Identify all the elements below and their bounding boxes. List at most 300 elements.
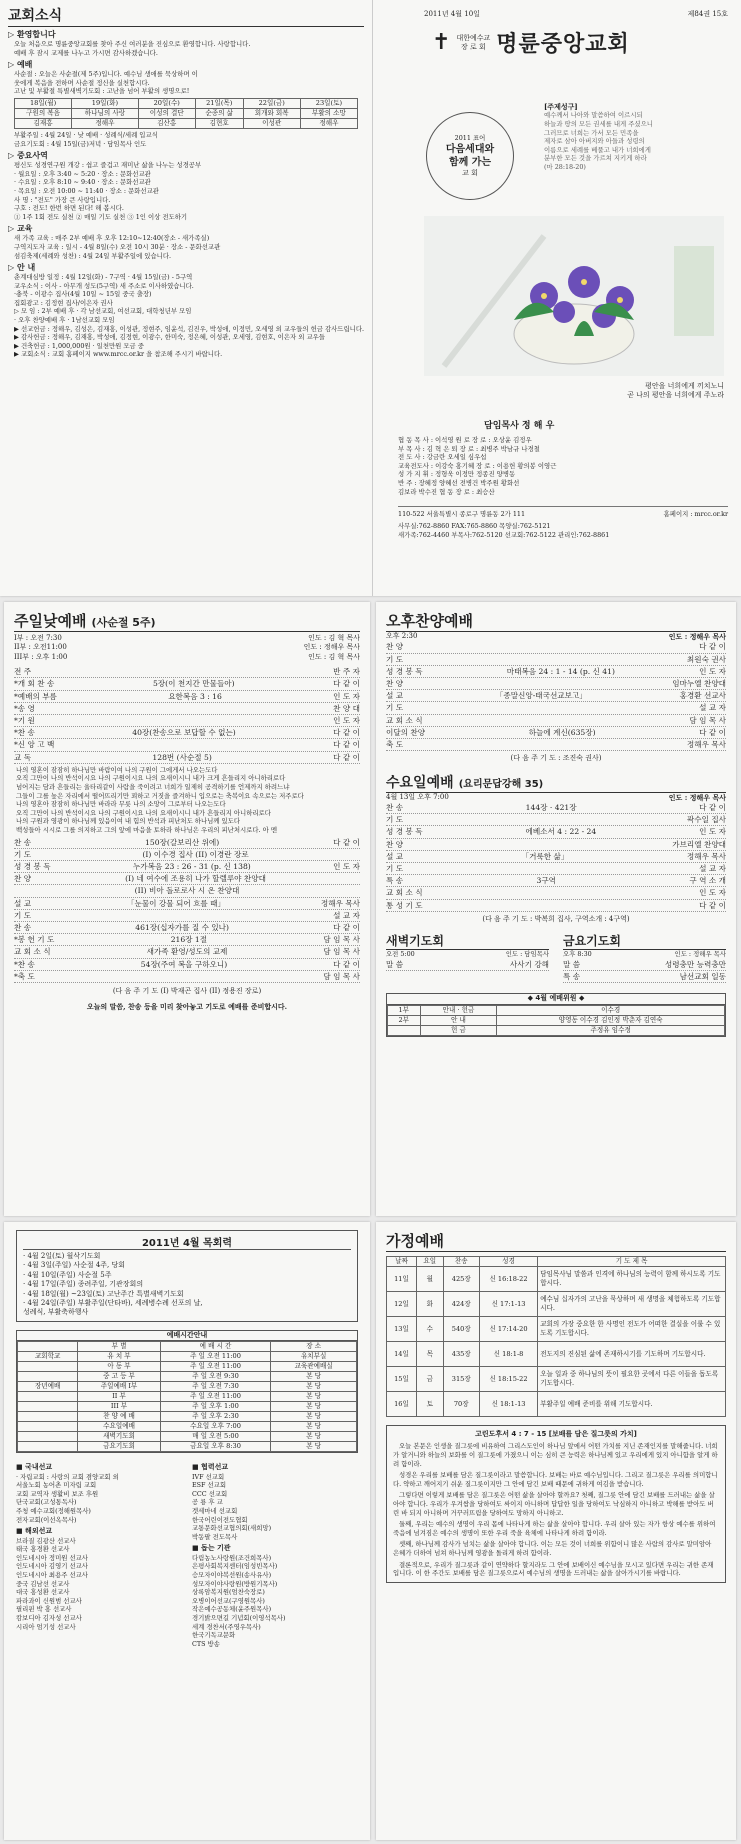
afternoon-row-col-1: 마태복음 24 : 1 - 14 (p. 신 41) [506, 666, 615, 676]
devotion-heading: ▷ 중요사역 [8, 151, 48, 161]
service-time-row [14, 653, 360, 662]
family-cell: 신 17:14-20 [479, 1317, 537, 1342]
foreign-mission-item: 태국 홍경환 선교사 [16, 1545, 70, 1554]
order-row-col-1: (I) 이수경 집사 (II) 이경란 장로 [142, 849, 249, 859]
sunday-worship-panel [4, 602, 370, 1216]
calendar-item: 성례식, 부활축하행사 [23, 1308, 89, 1317]
order-row [14, 861, 360, 873]
order-row-col-2: 인 도 자 [333, 716, 360, 726]
schedule-cell: II 부 [78, 1392, 160, 1402]
responsive-line: 그들이 그를 높은 자리에서 떨어뜨리기만 꾀하고 거짓을 즐겨하니 입으로는 축복이요 속으로는 저주로다 [16, 791, 304, 800]
domestic-mission-item: 교회 교역자 생활비 보조 후원 [16, 1489, 99, 1498]
order-row-col-1 [31, 910, 333, 921]
order-row-col-1: 새가족 환영/성도의 교제 [146, 947, 228, 957]
afternoon-row [386, 739, 726, 751]
schedule-cell [18, 1362, 78, 1372]
family-header: 날짜 [387, 1257, 417, 1267]
schedule-cell: 수요일예배 [78, 1422, 160, 1432]
afternoon-row-col-2: 담 임 목 사 [689, 715, 726, 725]
wednesday-row [386, 839, 726, 851]
support-org-item: 세계 경찬서(주영우목사) [192, 1622, 261, 1631]
schedule-cell: 금요기도회 [78, 1442, 160, 1452]
schedule-cell: 아 동 부 [78, 1362, 160, 1372]
family-cell: 12일 [387, 1292, 417, 1317]
calendar-item: · 4월 10일(주일) 사순절 5주 [23, 1270, 112, 1279]
family-header-row [387, 1257, 726, 1267]
responsive-line: 넘어지는 담과 흔들리는 울타리같이 사람을 죽이려고 너희가 일제히 공격하기를 언제까지 하려느냐 [16, 783, 290, 792]
foreign-mission-item: 인도네시아 최용주 선교사 [16, 1571, 88, 1579]
wednesday-title: 수요일예배 [386, 774, 454, 791]
order-row-col-0: *봉 헌 기 도 [14, 935, 55, 945]
afternoon-row-col-1 [403, 641, 699, 652]
wednesday-row-col-2: 다 같 이 [699, 900, 726, 910]
order-row [14, 715, 360, 727]
duty-cell: 2부 [388, 1015, 421, 1025]
order-row-col-0: *축 도 [14, 971, 35, 981]
family-cell: 424장 [443, 1292, 479, 1317]
family-row [387, 1317, 726, 1342]
events-text [8, 131, 364, 148]
verse-line: 제자로 삼아 아버지와 아들과 성령의 [544, 137, 645, 146]
family-cell: 신 18:1-8 [479, 1342, 537, 1367]
schedule-row [18, 1412, 357, 1422]
order-row-col-1: 요한복음 3 : 16 [168, 691, 222, 701]
dawn-prayer-title: 새벽기도회 [386, 932, 549, 950]
service-duty-box [386, 993, 726, 1036]
order-row-col-2: 다 같 이 [333, 728, 360, 738]
schedule-cell: III 부 [78, 1402, 160, 1412]
order-row [14, 946, 360, 958]
foreign-mission-item: 중국 김남선 선교사 [16, 1579, 70, 1588]
support-org-item: 한국기독교문화 [192, 1631, 236, 1640]
church-address-line: 110-522 서울특별시 종로구 명륜동 2가 111 홈페이지 : mrcc.or.kr [398, 506, 728, 519]
calendar-item: · 4월 2일(토) 월삭기도회 [23, 1252, 101, 1260]
family-cell: 11일 [387, 1267, 417, 1292]
friday-value: 성령충만 능력충만 [664, 959, 726, 969]
responsive-line: 나의 구원과 영광이 하나님께 있음이여 내 힘의 반석과 피난처도 하나님께 있도다 [16, 817, 241, 826]
schedule-cell: 주 일 오전 9:30 [160, 1372, 271, 1382]
schedule-cell: 주 일 오전 7:30 [160, 1382, 271, 1392]
schedule-cell [18, 1402, 78, 1412]
service-schedule [16, 1330, 358, 1453]
wednesday-row-col-0: 통 성 기 도 [386, 900, 423, 910]
schedule-cell: 장년예배 [18, 1382, 78, 1392]
order-row-col-0: *개 회 찬 송 [14, 679, 55, 689]
order-row-col-0: 교 회 소 식 [14, 947, 51, 957]
schedule-row [18, 1422, 357, 1432]
support-org-item: 승모자이야복선원(송사유사) [192, 1571, 272, 1579]
day-cell: 정해우 [300, 118, 357, 128]
order-row [14, 666, 360, 678]
family-cell: 13일 [387, 1317, 417, 1342]
education-line: 구역지도자 교육 : 일시 - 4월 8일(수) 오전 10시 30분 · 장소 - 문화선교관 [14, 242, 221, 251]
welcome-text [8, 40, 364, 57]
afternoon-row-col-0: 기 도 [386, 654, 404, 664]
afternoon-row [386, 715, 726, 727]
domestic-mission-item: 주청 예수교회(정해원목사) [16, 1507, 91, 1516]
afternoon-row [386, 641, 726, 653]
devotional-reading [386, 1425, 726, 1583]
family-cell: 70장 [443, 1392, 479, 1417]
verse-line: 이름으로 세례를 베풀고 내가 너희에게 [544, 145, 651, 154]
order-row-col-1: (II) 비아 돌로로사 시 온 찬양대 [134, 886, 240, 896]
domestic-mission-item: · 자립교회 : 사랑의 교회 겸양교회 외 [16, 1472, 119, 1481]
order-row-col-2: 인 도 자 [333, 862, 360, 871]
duty-cell: 이수경 [497, 1005, 725, 1015]
verse-line: (마 28:18-20) [544, 162, 586, 171]
wednesday-row-col-2: 인 도 자 [699, 827, 726, 837]
responsive-line: 나의 영혼이 잠잠히 하나님만 바람이여 나의 구원이 그에게서 나오는도다 [16, 765, 218, 774]
afternoon-row-col-1 [403, 678, 672, 689]
schedule-cell: 새벽기도회 [78, 1432, 160, 1442]
family-cell: 월 [416, 1267, 443, 1292]
family-row [387, 1342, 726, 1367]
afternoon-row [386, 666, 726, 678]
order-row-col-1: 216장 1절 [170, 935, 208, 945]
wednesday-row-col-0: 설 교 [386, 851, 404, 861]
schedule-cell: 주 일 오후 1:00 [160, 1402, 271, 1412]
duty-row [388, 1005, 725, 1015]
duty-cell: 주정유 임수정 [497, 1025, 725, 1035]
schedule-cell: 주 일 오전 11:00 [160, 1362, 271, 1372]
day-cell: 부활의 소망 [300, 108, 357, 118]
family-cell: 부활주일 예배 준비를 위해 기도합시다. [538, 1392, 726, 1417]
staff-line: 전 도 사 : 강금란 오세일 심우섭 [398, 453, 487, 462]
family-row [387, 1292, 726, 1317]
schedule-header: 장 소 [271, 1342, 357, 1352]
order-row [14, 873, 360, 885]
foreign-mission-item: 브라질 김광산 선교사 [16, 1536, 76, 1545]
support-org-title: ■ 돕는 기관 [192, 1544, 231, 1553]
event-line: 부활주일 : 4월 24일 · 낮 예배 · 성례식/세례 입교식 [14, 130, 158, 139]
wednesday-row-col-0: 기 도 [386, 864, 404, 874]
order-row-col-0: 찬 송 [14, 923, 32, 933]
friday-label: 말 씀 [563, 959, 581, 969]
wednesday-row-col-1 [423, 900, 700, 911]
staff-line: 부 목 사 : 김 혁 은 퇴 장 로 : 최병주 박남규 나경철 [398, 444, 540, 453]
afternoon-worship-panel: 오후찬양예배 오후 2:30 인도 : 정해우 목사 찬 양 다 같 이 기 도 최원숙 권사 성 경 봉 독 마태복음 24 : 1 - 14 (p. 신 41) 인 도 자 찬 양 임마누엘 찬양대 설 교 「종말신앙-태국선교보고」 홍경환 선교사 기 도 설 교 자 교 회 소 식 담 임 목 사 이달의 찬양 하늘에 계신(635장) 다 같 이 축 도 정해우 목사 (다 음 주 기 도 : 조진숙 권사) 수요일예배 (요리문답강해 35) 4월 13일 오후 7:00 인도 : 정해우 목사 찬 송 144장 · 421장 다 같 이 기 도 곽수일 집사 성 경 봉 독 에베소서 4 : 22 - 24 인 도 자 찬 양 가브리엘 찬양대 설 교 「거룩한 삶」 정해우 목사 기 도 설 교 자 특 송 3구역 구 역 소 개 교 회 소 식 인 도 자 통 성 기 도 다 같 이 (다 음 주 기 도 : 박복희 집사, 구역소개 : 4구역) 새벽기도회 오전 5:00 인도 : 담임목사 말 씀 사사기 강해 금요기도회 오후 8:30 인도 : 정해우 목사 말 씀 성령충만 능력충만 특 송 남선교회 일동 ◆ 4월 예배위원 ◆ 1부 안내 · 헌금 이수경 2부 안 내 양영동 이수경 김인정 박춘자 김연숙 헌 금 주정유 임수정 [376, 602, 736, 1216]
schedule-cell: 주 일 오전 11:00 [160, 1392, 271, 1402]
order-row-col-1 [35, 703, 333, 714]
cross-icon: ✝ [432, 29, 451, 55]
education-line: 새 가족 교육 : 매주 2부 예배 후 오후 12:10~12:40(장소 - 새가족실) [14, 234, 210, 243]
foreign-mission-item: 대국 홍성환 선교사 [16, 1588, 70, 1597]
order-row [14, 691, 360, 703]
family-header: 찬송 [443, 1257, 479, 1267]
order-row-col-1: (I) 네 여수에 조용히 나가 할렐루야 찬양대 [125, 874, 266, 884]
family-cell: 신 16:18-22 [479, 1267, 537, 1292]
order-row-col-2: 다 같 이 [333, 740, 360, 750]
welcome-heading: ▷ 환영합니다 [8, 30, 56, 39]
wednesday-row-col-0: 성 경 봉 독 [386, 827, 423, 837]
domestic-mission-item: 전자교회(이선옥목사) [16, 1515, 77, 1524]
order-row-col-0: 설 교 [14, 898, 32, 908]
schedule-cell: 본 당 [271, 1402, 357, 1412]
afternoon-next-prayer: (다 음 주 기 도 : 조진숙 권사) [510, 754, 602, 763]
support-org-item: 오병이어선교(구영원목사) [192, 1596, 265, 1605]
schedule-cell [18, 1422, 78, 1432]
order-row-col-2: 설 교 자 [333, 910, 360, 920]
education-text [8, 234, 364, 260]
duty-cell: 헌 금 [420, 1025, 497, 1035]
order-row-col-0: 성 경 봉 독 [14, 862, 51, 871]
service-time-row [14, 634, 360, 643]
order-row-col-0: *찬 송 [14, 728, 35, 738]
wednesday-row-col-1: 3구역 [536, 876, 556, 886]
foreign-mission-title: ■ 해외선교 [16, 1527, 53, 1536]
worship-text [8, 70, 364, 96]
support-org-item: 작은예수공동체(윤주원목사) [192, 1605, 272, 1614]
phone-line: 사무실:762-8860 FAX:765-8860 목양실:762-5121 [398, 522, 551, 530]
order-row-col-1: 461장(십자가를 질 수 있나) [135, 923, 229, 933]
order-row-col-2: 찬 양 대 [333, 703, 360, 713]
wednesday-row [386, 814, 726, 826]
domestic-mission-item: 단국교회(고성통독사) [16, 1498, 77, 1507]
offering-line: ▶ 감사헌금 : 정해우, 김재홍, 박성애, 김정현, 이광수, 한미숙, 정은혜, 이성관, 오세영, 김현호, 이은자 외 교우들 [14, 333, 325, 342]
worship-line: 사순절 : 오늘은 사순절(제 5주)입니다. 예수님 생애를 묵상하며 이 [14, 70, 198, 79]
friday-prayer-title: 금요기도회 [563, 932, 726, 950]
notice-line: 집회광고 : 김정현 집사/이은자 권사 [14, 298, 113, 307]
issue-date: 2011년 4월 10일 [424, 10, 480, 18]
order-row-col-0: 기 도 [14, 849, 32, 859]
family-cell: 수 [416, 1317, 443, 1342]
schedule-cell: 중 고 등 부 [78, 1372, 160, 1382]
worship-line: 고난 및 부활절 특별새벽기도회 : 고난을 넘어 부활의 생명으로! [14, 87, 190, 96]
friday-spacer [580, 959, 665, 970]
wednesday-time: 4월 13일 오후 7:00 [386, 792, 449, 801]
wednesday-row-col-2: 가브리엘 찬양대 [672, 839, 726, 849]
wednesday-row [386, 802, 726, 814]
afternoon-row-col-2: 다 같 이 [699, 727, 726, 737]
order-row-col-0: *기 원 [14, 716, 35, 726]
schedule-cell [18, 1442, 78, 1452]
order-row-col-1: 128번 (사순절 5) [152, 752, 212, 762]
responsive-line: 나의 영혼아 잠잠히 하나님만 바라라 무릇 나의 소망이 그로부터 나오는도다 [16, 800, 226, 809]
wednesday-order [386, 802, 726, 912]
order-row-col-1: 40장(찬송으로 보답할 수 없는) [132, 728, 236, 738]
afternoon-row-col-0: 찬 양 [386, 679, 404, 689]
schedule-row [18, 1362, 357, 1372]
support-org-item: 성모자이야사랑원(방원기목사) [192, 1579, 278, 1588]
duty-cell: 안내 · 헌금 [420, 1005, 497, 1015]
preparation-note: 오늘의 말씀, 찬송 등을 미리 찾아놓고 기도로 예배를 준비합시다. [86, 1002, 288, 1012]
schedule-cell: 유치부실 [271, 1352, 357, 1362]
notice-line: ·충북 - 이광수 집사(4월 10일 ~ 15일 중국 출장) [14, 290, 152, 299]
devotion-line: · 목요일 : 오전 10:00 ~ 11:40 · 장소 : 문화선교관 [14, 186, 159, 195]
family-cell: 신 17:1-13 [479, 1292, 537, 1317]
day-header: 20일(수) [138, 98, 195, 108]
duty-cell [388, 1025, 421, 1035]
order-row-col-2: 다 같 이 [333, 837, 360, 847]
wednesday-row-col-1 [423, 887, 700, 898]
coop-mission-item: 한국어린이전도협회 [192, 1515, 248, 1524]
afternoon-row-col-2: 최원숙 권사 [686, 654, 726, 664]
order-row [14, 678, 360, 690]
support-org-item: 다림농노사랑원(조건희목사) [192, 1553, 272, 1562]
notice-text [8, 273, 364, 325]
schedule-row [18, 1432, 357, 1442]
cover-column [384, 6, 734, 590]
order-row [14, 959, 360, 971]
devotional-paragraph: 오늘 본문은 인생을 질그릇에 비유하여 그리스도인이 하나님 앞에서 어떤 가치를 지닌 존재인지를 말해줍니다. 너희가 알거니와 하늘의 보화를 이 질그릇에 가졌으니 이는 심히 큰 능력은 하나님께 있고 우리에게 있지 아니함을 알게 하려 함이라. [393, 1442, 718, 1468]
family-row [387, 1267, 726, 1292]
wednesday-subtitle: (요리문답강해 35) [458, 778, 544, 790]
wednesday-row-col-2: 설 교 자 [699, 864, 726, 874]
mission-line: 구호 : 전도! 한번 하면 된다! 해 봅시다. [14, 204, 124, 213]
order-row [14, 752, 360, 764]
schedule-cell: 주 일 오전 11:00 [160, 1352, 271, 1362]
wednesday-row-col-2: 곽수일 집사 [686, 815, 726, 825]
service-time: III부 : 오후 1:00 [14, 652, 68, 661]
family-cell: 교회의 가장 중요한 한 사명인 전도가 어떠한 결실을 이룰 수 있도록 기도합시다. [538, 1317, 726, 1342]
cover-slogan: 평안을 너희에게 끼치노니 곧 나의 평안을 너희에게 주노라 [627, 382, 724, 400]
duty-cell: 1부 [388, 1005, 421, 1015]
schedule-cell [18, 1392, 78, 1402]
family-worship-panel [376, 1222, 736, 1840]
responsive-line: 백성들아 시시로 그를 의지하고 그의 앞에 마음을 토하라 하나님은 우리의 피난처시로다. 아 멘 [16, 826, 277, 834]
schedule-cell: 유 치 부 [78, 1352, 160, 1362]
family-cell: 토 [416, 1392, 443, 1417]
mission-line: ① 1주 1회 전도 실천 ② 매일 기도 실천 ③ 1인 이상 전도하기 [14, 212, 188, 221]
afternoon-row [386, 702, 726, 714]
staff-line: 협 동 목 사 : 이석영 원 로 장 로 : 오상윤 김정우 [398, 436, 532, 444]
order-row-col-2: 정해우 목사 [320, 898, 360, 908]
order-of-service-2 [14, 837, 360, 983]
wednesday-row [386, 900, 726, 912]
wednesday-row-col-1: 144장 · 421장 [525, 803, 577, 813]
schedule-cell: 본 당 [271, 1372, 357, 1382]
friday-label: 특 송 [563, 972, 581, 982]
offering-line: ▶ 선교헌금 : 정해우, 김성은, 김재홍, 이성관, 정현주, 임윤석, 김진우, 박성애, 이정민, 오세영 외 교우들의 헌금 감사드립니다. [14, 324, 364, 333]
day-cell: 이성관 [243, 118, 300, 128]
wednesday-leader: 인도 : 정해우 목사 [668, 792, 726, 802]
sunday-worship-subtitle: (사순절 5주) [91, 616, 156, 629]
devotion-line: 평신도 성경연구원 개강 : 쉽고 즐겁고 재미난 삶을 나누는 성경공부 [14, 161, 202, 170]
schedule-row [18, 1352, 357, 1362]
schedule-cell [18, 1412, 78, 1422]
wednesday-next-prayer: (다 음 주 기 도 : 박복희 집사, 구역소개 : 4구역) [482, 914, 630, 923]
schedule-cell: 주일예배 I부 [78, 1382, 160, 1392]
staff-line: 김보라 박수진 협 동 장 로 : 최승산 [398, 487, 495, 496]
notice-line: 춘계대심방 일정 : 4월 12일(화) - 7구역 · 4월 15일(금) - 5구역 [14, 273, 193, 282]
order-row-col-2: 다 같 이 [333, 923, 360, 933]
welcome-line: 오늘 처음으로 명륜중앙교회를 찾아 주신 여러분을 진심으로 환영합니다. 사랑합니다. [14, 40, 251, 48]
phone-line: 새가족:762-4460 부목사:762-5120 선교회:762-5122 관리인:762-8861 [398, 530, 610, 539]
schedule-row [18, 1382, 357, 1392]
friday-spacer [580, 971, 679, 982]
devotion-text [8, 161, 364, 195]
family-header: 요일 [416, 1257, 443, 1267]
schedule-row [18, 1372, 357, 1382]
schedule-cell: 주 일 오후 2:30 [160, 1412, 271, 1422]
wednesday-row-col-0: 기 도 [386, 815, 404, 825]
staff-line: 성 가 지 휘 : 정형욱 이정만 정종진 양병동 [398, 470, 516, 479]
order-row [14, 898, 360, 910]
day-cell: 김현호 [195, 118, 243, 128]
day-cell: 이성의 결단 [138, 108, 195, 118]
afternoon-row-col-1: 하늘에 계신(635장) [528, 727, 596, 737]
worship-heading: ▷ 예배 [8, 60, 33, 70]
bulletin-front-panel [0, 0, 741, 596]
welcome-line: 예배 후 잠시 교제를 나누고 가시면 감사하겠습니다. [14, 48, 158, 57]
friday-row [563, 959, 726, 971]
motto-badge: 2011 표어 다음세대와 함께 가는 교 회 [426, 112, 514, 200]
wednesday-row-col-2: 다 같 이 [699, 803, 726, 813]
denomination: 대한예수교 장 로 회 [456, 33, 491, 51]
foreign-mission-item: 시리아 엄기성 선교사 [16, 1622, 76, 1631]
wednesday-row-col-0: 교 회 소 식 [386, 888, 423, 898]
schedule-cell [18, 1372, 78, 1382]
order-row [14, 910, 360, 922]
wednesday-row-col-1 [403, 839, 672, 850]
schedule-header-row [18, 1342, 357, 1352]
pastoral-calendar [16, 1230, 358, 1322]
family-cell: 목 [416, 1342, 443, 1367]
friday-row [563, 971, 726, 983]
afternoon-row [386, 690, 726, 702]
order-row-col-2: 다 같 이 [333, 959, 360, 969]
afternoon-order [386, 641, 726, 751]
family-cell: 화 [416, 1292, 443, 1317]
verse-line: 하늘과 땅의 모든 권세를 내게 주셨으니 [544, 120, 653, 128]
service-time: I부 : 오전 7:30 [14, 634, 62, 642]
foreign-mission-item: 필리핀 박 홍 선교사 [16, 1605, 72, 1614]
foreign-mission-item: 파라과이 신원범 선교사 [16, 1596, 82, 1605]
verse-line: 그러므로 너희는 가서 모든 민족을 [544, 128, 639, 137]
schedule-header: 부 별 [78, 1342, 160, 1352]
duty-row [388, 1025, 725, 1035]
wednesday-row-col-1: 에베소서 4 : 22 - 24 [525, 827, 597, 837]
family-cell: 금 [416, 1367, 443, 1392]
afternoon-row-col-0: 설 교 [386, 691, 404, 701]
order-row-col-0: 교 독 [14, 752, 32, 762]
order-row-col-0: *송 영 [14, 703, 35, 713]
family-cell: 16일 [387, 1392, 417, 1417]
order-row-col-2: 인 도 자 [333, 691, 360, 701]
schedule-cell: 찬 양 예 배 [78, 1412, 160, 1422]
offering-line: ▶ 교회소식 : 교회 홈페이지 www.mrcc.or.kr 을 참조해 주시기 바랍니다. [14, 350, 223, 359]
day-cell: 구원의 복음 [15, 108, 72, 118]
order-row-col-1: 「눈물이 강물 되어 흐를 때」 [126, 898, 226, 908]
wednesday-row-col-0: 특 송 [386, 876, 404, 886]
fold-line [372, 0, 373, 596]
notice-line: ▷ 모 임 : 2부 예배 후 · 각 남선교회, 여선교회, 대학청년부 모임 [14, 307, 192, 316]
calendar-panel [4, 1222, 370, 1840]
sunday-worship-title: 주일낮예배 [14, 612, 87, 630]
order-row [14, 837, 360, 849]
schedule-cell: 수요일 오후 7:00 [160, 1422, 271, 1432]
schedule-cell: 본 당 [271, 1382, 357, 1392]
order-row-col-1 [35, 715, 333, 726]
family-row [387, 1392, 726, 1417]
foreign-mission-item: 인도네시아 김영기 선교사 [16, 1562, 88, 1571]
order-row [14, 885, 360, 897]
order-row-col-2: 담 임 목 사 [323, 935, 360, 945]
day-cell: 김산홍 [138, 118, 195, 128]
day-header: 19일(화) [72, 98, 139, 108]
devotional-paragraph: 둘째, 우리는 예수의 생명이 우리 몸에 나타나게 하는 삶을 살아야 합니다. 우리 살아 있는 자가 항상 예수를 위하여 죽음에 넘겨짐은 예수의 생명이 또한 우리 죽을 육체에 나타나게 하려 함이라. [393, 1520, 716, 1537]
family-cell: 540장 [443, 1317, 479, 1342]
order-row [14, 971, 360, 983]
order-row-col-2: 담 임 목 사 [323, 971, 360, 981]
order-row-col-0: 찬 송 [14, 837, 32, 847]
coop-mission-item: 박동팔 전도목사 [192, 1532, 238, 1541]
afternoon-row-col-0: 축 도 [386, 740, 404, 750]
schedule-cell: 금요일 오후 8:30 [160, 1442, 271, 1452]
worship-line: 웃에게 복음을 전하며 사순절 정신을 실천합시다. [14, 78, 150, 87]
afternoon-row-col-0: 찬 양 [386, 642, 404, 652]
church-name: 명륜중앙교회 [496, 32, 630, 58]
